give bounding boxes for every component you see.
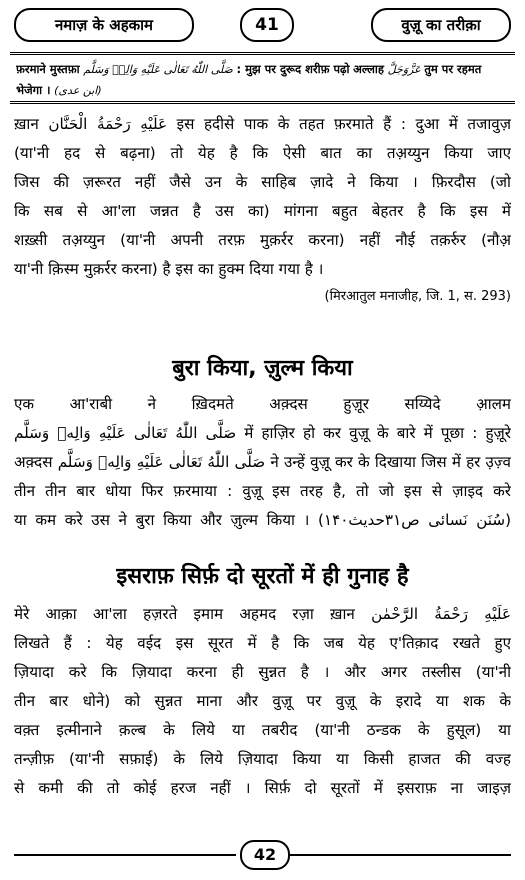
text-line: लिखते हैं : येह वईद इस सूरत में है कि जब येह ए'तिक़ाद रखते हुए	[14, 634, 511, 652]
text-line: तीन तीन बार धोया फिर फ़रमाया : वुज़ू इस तरह है, तो जो इस से ज़ाइद करे	[14, 482, 511, 500]
chapter-title: नमाज़ के अहकाम	[14, 8, 194, 42]
text-line: ज़ियादा करे कि ज़ियादा करना ही सुन्नत है । और अगर तस्लीस (या'नी	[14, 663, 511, 681]
banner-allah: अल्लाह	[353, 62, 384, 76]
page-header	[8, 8, 517, 42]
text-line: या'नी क़िस्म मुक़र्रर करना) है इस का हुक्म दिया गया है ।	[14, 260, 324, 278]
text-line: कि सब से आ'ला जन्नत है उस का) मांगना बहुत बेहतर है कि इस में	[14, 202, 511, 220]
text-line: या कम करे उस ने बुरा किया और ज़ुल्म किया । (سُنَن نَسائی ص۳۱حدیث۱۴۰)	[14, 511, 511, 529]
text-line: एक आ'राबी ने ख़िदमते अक़्दस हुज़ूर सय्यिदे आ़लम	[14, 395, 511, 413]
text-line: मेरे आक़ा आ'ला हज़रते इमाम अहमद रज़ा ख़ान عَلَيْهِ رَحْمَةُ الرَّحْمٰن	[14, 605, 511, 623]
paragraph-3	[14, 600, 511, 803]
section-title: वुज़ू का तरीक़ा	[371, 8, 511, 42]
banner-text-b: तुम पर रहमत	[424, 62, 482, 76]
text-line: अक़्दस صَلَّى اللّٰهُ تَعَالٰى عَلَيْهِ وَالِهٖ وَسَلَّم ने उन्हें वुज़ू कर के दिखाया जिस में हर उ़ज़्व	[14, 453, 511, 471]
page-footer	[0, 838, 525, 870]
paragraph-2	[14, 390, 511, 535]
text-line: शख़्सी तअ़य्युन (या'नी अपनी तरफ़ मुक़र्रर करना) नहीं नौई तक़र्रुर (नौअ़	[14, 231, 511, 249]
heading-1: बुरा किया, ज़ुल्म किया	[172, 356, 353, 381]
page-number-bottom: 42	[240, 840, 290, 870]
footer-rule-right	[289, 854, 511, 856]
heading-2: इसराफ़ सिर्फ़ दो सूरतों में ही गुनाह है	[116, 564, 409, 589]
text-line: (या'नी हद से बढ़ना) तो येह है कि ऐसी बात का तअ़य्युन किया जाए	[14, 144, 511, 162]
footer-rule-left	[14, 854, 236, 856]
hadith-banner	[10, 52, 515, 104]
paragraph-1	[14, 110, 511, 310]
text-line: ख़ान عَلَيْهِ رَحْمَةُ الْحَنَّان इस हदीसे पाक के तहत फ़रमाते हैं : दुआ में तजावुज़	[14, 115, 511, 133]
reference: (मिरआतुल मनाजीह, जि. 1, स. 293)	[324, 289, 511, 304]
banner-arabic2: عَزَّوَجَلَّ	[387, 63, 421, 76]
page-number-top: 41	[240, 8, 294, 42]
text-line: से कमी की तो कोई हरज नहीं । सिर्फ़ दो सूरतों में इसराफ़ ना जाइज़	[14, 779, 511, 797]
text-line: صَلَّى اللّٰهُ تَعَالٰى عَلَيْهِ وَالِهٖ وَسَلَّم में हाज़िर हो कर वुज़ू के बारे में पूछा : हुज़ूरे	[14, 424, 511, 442]
banner-arabic: صَلَّى اللّٰهُ تَعَالٰى عَلَيْهِ وَالِهٖ وَسَلَّم	[83, 63, 233, 76]
text-line: जिस की ज़रूरत नहीं जैसे उन के साहिब ज़ादे ने किया । फ़िरदौस (जो	[14, 173, 511, 191]
banner-text-a: : मुझ पर दुरूद शरीफ़ पढ़ो	[236, 62, 350, 76]
text-line: तीन बार धोने) को सुन्नत माना और वुज़ू पर वुज़ू के इरादे या शक के	[14, 692, 511, 710]
banner-source: (ابن عدی)	[54, 84, 102, 97]
text-line: वक़्त इत्मीनाने क़ल्ब के लिये या तबरीद (या'नी ठन्डक के हुसूल) या	[14, 721, 511, 739]
banner-label: फ़रमाने मुस्तफ़ा	[16, 62, 80, 76]
text-line: तन्ज़ीफ़ (या'नी सफ़ाई) के लिये ज़ियादा किया या किसी हाजत की वज्ह	[14, 750, 511, 768]
banner-line2: भेजेगा ।	[16, 83, 51, 97]
